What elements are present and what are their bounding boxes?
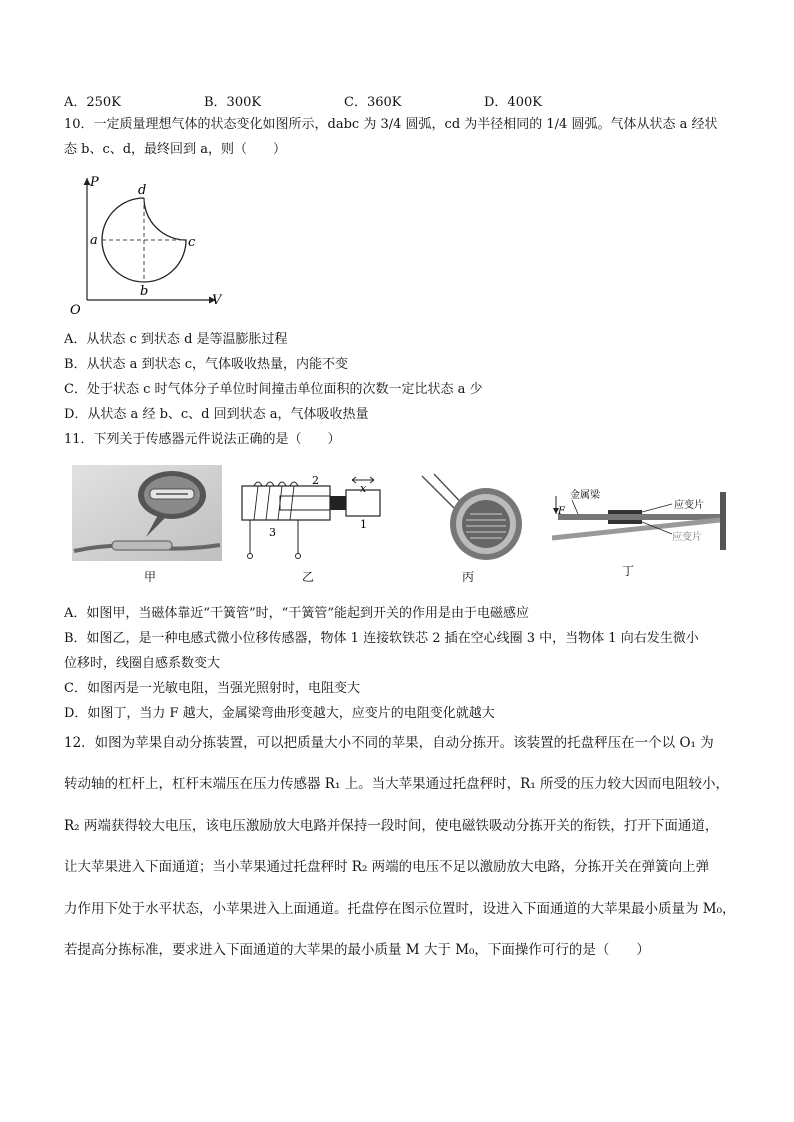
label-3: 3	[269, 526, 276, 539]
caption-jia: 甲	[144, 570, 157, 584]
caption-ding: 丁	[622, 564, 635, 578]
q11-option-d: D．如图丁，当力 F 越大，金属梁弯曲形变越大，应变片的电阻变化就越大	[64, 706, 495, 721]
q12-line5: 力作用下处于水平状态，小苹果进入上面通道。托盘停在图示位置时，设进入下面通道的大苹果最小质量为 M₀，	[64, 901, 736, 917]
q10-pv-diagram	[66, 172, 236, 320]
q11-option-b-continued: 位移时，线圈自感系数变大	[64, 656, 221, 671]
label-2: 2	[312, 474, 319, 487]
q11-stem: 11．下列关于传感器元件说法正确的是（ ）	[64, 432, 341, 447]
point-b: b	[140, 284, 149, 299]
point-d: d	[138, 183, 147, 198]
q11-option-c: C．如图丙是一光敏电阻，当强光照射时，电阻变大	[64, 681, 360, 696]
q10-stem-line2: 态 b、c、d，最终回到 a，则（ ）	[64, 142, 286, 157]
label-gauge-bottom: 应变片	[672, 532, 702, 543]
q10-option-b: B．从状态 a 到状态 c，气体吸收热量，内能不变	[64, 357, 348, 372]
q11-figure-ding-strain-gauge	[548, 486, 736, 556]
q11-figure-jia-reed-switch	[72, 465, 222, 561]
q11-figure-bing-photoresistor	[400, 472, 530, 564]
origin-label: O	[70, 303, 81, 318]
q12-line2: 转动轴的杠杆上，杠杆末端压在压力传感器 R₁ 上。当大苹果通过托盘秤时，R₁ 所受的压力较大因而电阻较小，	[64, 776, 730, 792]
caption-yi: 乙	[302, 570, 315, 584]
q10-stem-line1: 10．一定质量理想气体的状态变化如图所示，dabc 为 3/4 圆弧，cd 为半径相同的 1/4 圆弧。气体从状态 a 经状	[64, 117, 718, 132]
v-axis-label: V	[212, 293, 222, 308]
label-1: 1	[360, 518, 367, 531]
q9-option-b: B．300K	[204, 95, 262, 110]
q9-option-d: D．400K	[484, 95, 542, 110]
q11-figure-yi-inductive-sensor	[236, 472, 386, 564]
q9-option-a: A．250K	[64, 95, 121, 110]
q10-option-c: C．处于状态 c 时气体分子单位时间撞击单位面积的次数一定比状态 a 少	[64, 382, 483, 397]
q12-line1: 12．如图为苹果自动分拣装置，可以把质量大小不同的苹果，自动分拣开。该装置的托盘秤压在一个以 O₁ 为	[64, 735, 714, 751]
label-gauge-top: 应变片	[674, 500, 704, 511]
q11-option-a: A．如图甲，当磁体靠近“干簧管”时，“干簧管”能起到开关的作用是由于电磁感应	[64, 606, 529, 621]
q10-option-a: A．从状态 c 到状态 d 是等温膨胀过程	[64, 332, 288, 347]
q9-option-c: C．360K	[344, 95, 402, 110]
q12-line6: 若提高分拣标准，要求进入下面通道的大苹果的最小质量 M 大于 M₀，下面操作可行的是（ ）	[64, 942, 650, 958]
label-x: x	[360, 482, 367, 495]
q12-line4: 让大苹果进入下面通道；当小苹果通过托盘秤时 R₂ 两端的电压不足以激励放大电路，分拣开关在弹簧向上弹	[64, 859, 710, 875]
point-a: a	[90, 233, 98, 248]
label-metal-beam: 金属梁	[570, 490, 600, 501]
point-c: c	[188, 235, 196, 250]
p-axis-label: P	[90, 175, 99, 190]
q11-option-b: B．如图乙，是一种电感式微小位移传感器，物体 1 连接软铁芯 2 插在空心线圈 3 中，当物体 1 向右发生微小	[64, 631, 699, 646]
caption-bing: 丙	[462, 570, 475, 584]
q10-option-d: D．从状态 a 经 b、c、d 回到状态 a，气体吸收热量	[64, 407, 369, 422]
label-force: F	[558, 506, 565, 517]
q12-line3: R₂ 两端获得较大电压，该电压激励放大电路并保持一段时间，使电磁铁吸动分拣开关的衔铁，打开下面通道，	[64, 818, 719, 834]
q9-options	[64, 91, 584, 109]
